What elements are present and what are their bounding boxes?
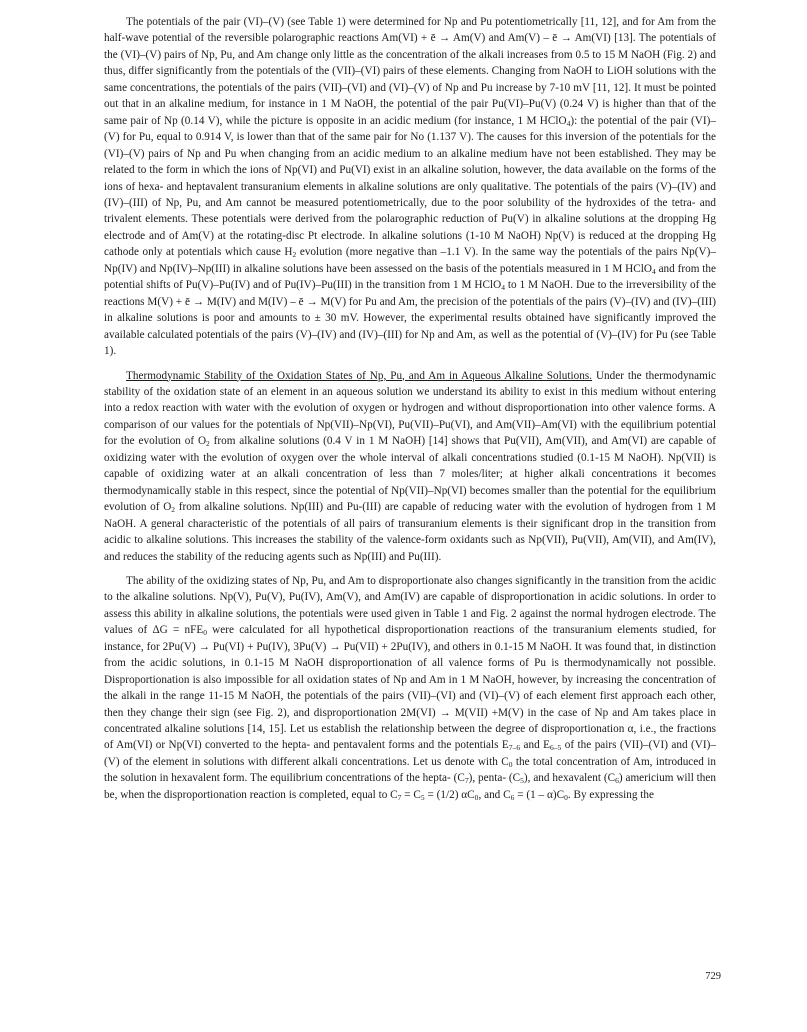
subscript: 7 bbox=[397, 792, 402, 802]
subscript: 6–5 bbox=[550, 743, 562, 753]
text-run: were calculated for all hypothetical disproportionation reactions of the transuranium elements studied, for instance, for 2Pu(V) → Pu(VI) + Pu(IV), 3Pu(V) → Pu(VII) + 2Pu(IV), and others in 0.1-15 M NaOH. It was found that, in distinction from the acidic solutions, in 0.1-15 M NaOH disproportionation of all valence forms of Pu is thermodynamically not possible. Disproportionation is also impossible for all oxidation states of Np and Am in 1 M NaOH, however, by increasing the concentration of the alkali in the range 11-15 M NaOH, the potentials of the pairs (VII)–(VI) and (VI)–(V) of each element first approach each other, then they change their sign (see Fig. 2), and disproportionation 2M(VI) → M(VII) +M(V) in the case of Np and Am takes place in concentrated alkaline solutions [14, 15]. Let us establish the relationship between the degree of disproportionation α, i.e., the fractions of Am(VI) or Np(VI) converted to the hepta- and pentavalent forms and the potentials E bbox=[104, 624, 716, 752]
section-heading: Thermodynamic Stability of the Oxidation States of Np, Pu, and Am in Aqueous Alkaline Solutions. bbox=[126, 369, 593, 382]
subscript: 2 bbox=[292, 250, 297, 260]
subscript: 2 bbox=[171, 505, 176, 515]
text-run: ): the potential of the pair (VI)–(V) for Pu, equal to 0.914 V, is lower than that of the same pair for No (1.137 V). The causes for this inversion of the potentials for the (VI)–(V) pairs of Np and Pu when changing from an acidic medium to an alkaline medium have not been established. They may be related to the form in which the ions of Np(VI) and Pu(VI) exist in an alkaline solution, however, the data available on the forms of the ions of hexa- and heptavalent transuranium elements in alkaline solutions are only qualitative. The potentials of the pairs (V)–(IV) and (IV)–(III) of Np, Pu, and Am cannot be measured potentiometrically, due to the poor solubility of the hydroxides of the tetra- and trivalent elements. These potentials were derived from the polarographic reduction of Pu(V) in alkaline solutions at the dropping Hg electrode and of Am(V) at the rotating-disc Pt electrode. In alkaline solutions (1-10 M NaOH) Np(V) is reduced at the dropping Hg cathode only at potentials which cause H bbox=[104, 114, 716, 259]
subscript: 5 bbox=[520, 776, 524, 786]
paragraph-disproportionation bbox=[104, 573, 716, 803]
text-run: to 1 M NaOH. Due to the irreversibility of the reactions M(V) + ē → M(IV) and M(IV) – ē → M(V) for Pu and Am, the precision of the potentials of the pairs (V)–(IV) and (IV)–(III) in alkaline solutions is poor and amounts to ± 30 mV. However, the experimental results obtained have significantly improved the available calculated potentials of the pairs (V)–(IV) and (IV)–(III) for Np and Am, as well as the potential of (V)–(IV) for Pu (see Table 1). bbox=[104, 279, 716, 358]
text-run: from alkaline solutions. Np(III) and Pu-(III) are capable of reducing water with the evolution of hydrogen from 1 M NaOH. A general characteristic of the potentials of all pairs of transuranium elements is their significant drop in the transition from acidic to alkaline solutions. This increases the stability of the valence-form oxidants such as Np(VII), Pu(VII), Am(VII), and Am(IV), and reduces the stability of the reducing agents such as Np(III) and Pu(III). bbox=[104, 501, 716, 563]
subscript: 6 bbox=[615, 776, 619, 786]
body-text bbox=[104, 14, 716, 803]
text-run: ), and hexavalent (C bbox=[523, 772, 616, 785]
text-run: and from the potential shifts of Pu(V)–Pu(IV) and of Pu(IV)–Pu(III) in the transition from 1 M HClO bbox=[104, 262, 717, 292]
text-run: = (1 – α)C bbox=[514, 788, 565, 801]
text-run: . By expressing the bbox=[567, 788, 654, 801]
subscript: 0 bbox=[203, 628, 207, 638]
text-run: Under the thermodynamic stability of the oxidation state of an element in an aqueous solution we understand its ability to exist in this medium without entering into a redox reaction with water with the evolution of oxygen or hydrogen and without disproportionation into other valence forms. A comparison of our values for the potentials of Np(VII)–Np(VI), Pu(VII)–Pu(VI), and Am(VII)–Am(VI) with the equilibrium potential for the evolution of O bbox=[104, 369, 716, 448]
subscript: 4 bbox=[501, 283, 506, 293]
text-run: evolution (more negative than –1.1 V). In the same way the potentials of the pairs Np(V)–Np(IV) and Np(IV)–Np(III) in alkaline solutions have been assessed on the basis of the potentials measured in 1 M HClO bbox=[104, 246, 716, 275]
subscript: 4 bbox=[651, 266, 656, 276]
text-run: from alkaline solutions (0.4 V in 1 M NaOH) [14] shows that Pu(VII), Am(VII), and Am(VI) are capable of oxidizing water with the evolution of oxygen over the whole interval of alkali concentrations studied (0.1-15 M NaOH). Np(VII) is capable of oxidizing water at an alkali concentration of less than 7 moles/liter; at higher alkali concentrations it becomes thermodynamically stable in this respect, since the potential of Np(VII)–Np(VI) becomes smaller than the potential for the equilibrium evolution of O bbox=[104, 435, 716, 514]
subscript: 6 bbox=[510, 792, 515, 802]
subscript: 0 bbox=[474, 792, 479, 802]
text-run: ) americium will then be, when the disproportionation reaction is completed, equal to C bbox=[104, 772, 716, 801]
subscript: 0 bbox=[508, 759, 513, 769]
text-run: of the pairs (VII)–(VI) and (VI)–(V) of the element in solutions with different alkali concentrations. Let us denote with C bbox=[104, 739, 717, 768]
subscript: 2 bbox=[206, 439, 210, 449]
paragraph-potentials bbox=[104, 14, 716, 360]
text-run: The potentials of the pair (VI)–(V) (see Table 1) were determined for Np and Pu potentiometrically [11, 12], and for Am from the half-wave potential of the reversible polarographic reactions Am(VI) + ē → Am(V) and Am(V) – ē → Am(VI) [13]. The potentials of the (VI)–(V) pairs of Np, Pu, and Am change only little as the concentration of the alkali increases from 0.5 to 15 M NaOH (Fig. 2) and thus, differ significantly from the potentials of the (VII)–(VI) pairs of these elements. Changing from NaOH to LiOH solutions with the same concentrations, the potentials of the pairs (VII)–(VI) and (VI)–(V) of Np and Pu increase by 7-10 mV [11, 12]. It must be pointed out that in an alkaline medium, for instance in 1 M NaOH, the potential of the pair Pu(VI)–Pu(V) (0.24 V) is higher than that of the same pair of Np (0.14 V), while the picture is opposite in an acidic medium (for instance, 1 M HClO bbox=[104, 16, 716, 127]
subscript: 7 bbox=[464, 776, 469, 786]
text-run: and E bbox=[520, 739, 551, 752]
text-run: , and C bbox=[478, 788, 511, 801]
subscript: 5 bbox=[420, 792, 425, 802]
subscript: 7–6 bbox=[508, 743, 521, 753]
text-run: = C bbox=[401, 788, 421, 801]
text-run: = (1/2) αC bbox=[424, 788, 475, 801]
subscript: 4 bbox=[566, 118, 571, 128]
paragraph-thermodynamic-stability bbox=[104, 368, 716, 565]
subscript: 0 bbox=[564, 792, 568, 802]
text-run: The ability of the oxidizing states of Np, Pu, and Am to disproportionate also changes significantly in the transition from the acidic to the alkaline solutions. Np(V), Pu(V), Pu(IV), Am(V), and Am(IV) are capable of disproportionation in acidic solutions. In order to assess this ability in alkaline solutions, the potentials were used given in Table 1 and Fig. 2 against the normal hydrogen electrode. The values of ΔG = nFE bbox=[104, 574, 716, 637]
text-run: ), penta- (C bbox=[468, 772, 521, 785]
page-number: 729 bbox=[705, 971, 721, 982]
text-run: the total concentration of Am, introduced in the solution in hexavalent form. The equilibrium concentrations of the hepta- (C bbox=[104, 755, 716, 785]
